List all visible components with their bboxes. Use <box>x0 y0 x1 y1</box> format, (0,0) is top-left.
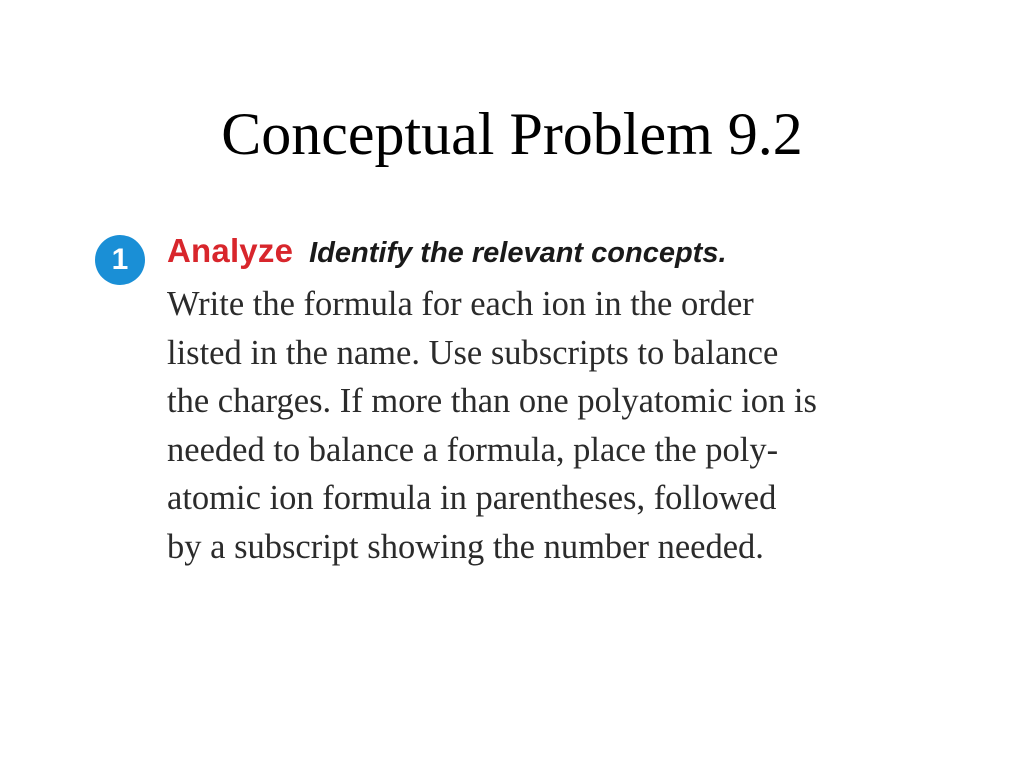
body-line: Write the formula for each ion in the order <box>167 285 754 323</box>
body-line: the charges. If more than one polyatomic ion is <box>167 382 817 420</box>
body-line: by a subscript showing the number needed. <box>167 527 764 566</box>
step-label: Analyze <box>167 232 294 269</box>
step-body <box>167 280 927 571</box>
body-line: atomic ion formula in parentheses, followed <box>167 479 777 517</box>
body-line: listed in the name. Use subscripts to balance <box>167 333 779 372</box>
step-number-badge: 1 <box>95 235 145 285</box>
step-heading <box>167 232 727 270</box>
step-subtitle: Identify the relevant concepts. <box>309 237 727 269</box>
slide-title: Conceptual Problem 9.2 <box>221 101 803 167</box>
body-line: needed to balance a formula, place the poly- <box>167 430 779 469</box>
